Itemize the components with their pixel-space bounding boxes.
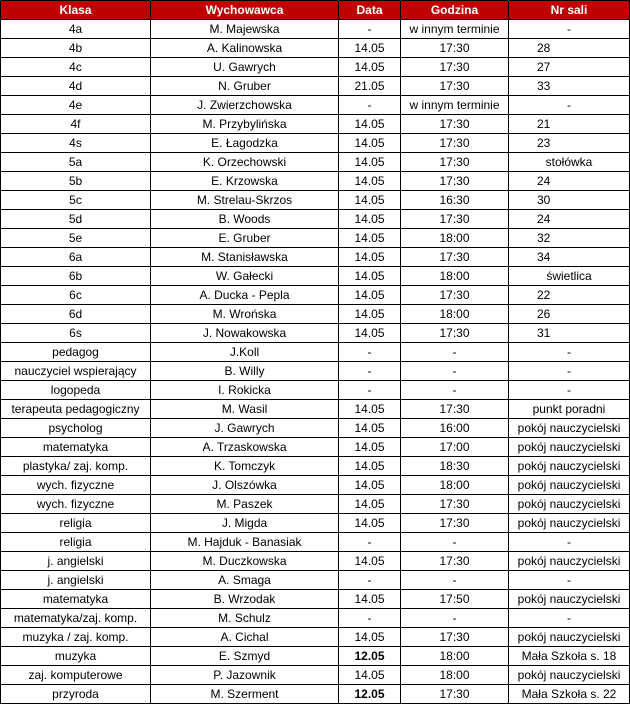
cell-klasa: 6s	[1, 324, 151, 343]
cell-nr-sali: 32	[509, 229, 630, 248]
cell-data: 12.05	[339, 647, 401, 666]
cell-nr-sali: 23	[509, 134, 630, 153]
cell-data: 14.05	[339, 248, 401, 267]
table-row	[1, 134, 630, 153]
cell-nr-sali: -	[509, 571, 630, 590]
cell-godzina: w innym terminie	[401, 20, 509, 39]
cell-klasa: psycholog	[1, 419, 151, 438]
cell-godzina: 17:00	[401, 438, 509, 457]
cell-data: 14.05	[339, 210, 401, 229]
table-row	[1, 609, 630, 628]
cell-data: -	[339, 20, 401, 39]
table-row	[1, 305, 630, 324]
cell-data: 14.05	[339, 115, 401, 134]
cell-klasa: zaj. komputerowe	[1, 666, 151, 685]
cell-wychowawca: K. Orzechowski	[151, 153, 339, 172]
cell-data: 14.05	[339, 628, 401, 647]
cell-klasa: logopeda	[1, 381, 151, 400]
cell-nr-sali: pokój nauczycielski	[509, 514, 630, 533]
cell-godzina: -	[401, 533, 509, 552]
table-row	[1, 381, 630, 400]
cell-data: 21.05	[339, 77, 401, 96]
cell-wychowawca: A. Smaga	[151, 571, 339, 590]
cell-data: -	[339, 343, 401, 362]
table-row	[1, 514, 630, 533]
cell-godzina: 18:00	[401, 666, 509, 685]
cell-nr-sali: 28	[509, 39, 630, 58]
cell-wychowawca: M. Schulz	[151, 609, 339, 628]
cell-godzina: w innym terminie	[401, 96, 509, 115]
cell-data: -	[339, 381, 401, 400]
table-row	[1, 153, 630, 172]
cell-godzina: 17:30	[401, 552, 509, 571]
cell-godzina: 17:50	[401, 590, 509, 609]
cell-nr-sali: 22	[509, 286, 630, 305]
cell-data: -	[339, 609, 401, 628]
cell-nr-sali: -	[509, 362, 630, 381]
cell-klasa: religia	[1, 533, 151, 552]
cell-nr-sali: 31	[509, 324, 630, 343]
cell-nr-sali: Mała Szkoła s. 18	[509, 647, 630, 666]
header-data: Data	[339, 1, 401, 20]
table-row	[1, 571, 630, 590]
cell-data: 12.05	[339, 685, 401, 704]
cell-wychowawca: A. Kalinowska	[151, 39, 339, 58]
table-row	[1, 115, 630, 134]
cell-wychowawca: N. Gruber	[151, 77, 339, 96]
cell-godzina: -	[401, 362, 509, 381]
cell-klasa: 4s	[1, 134, 151, 153]
table-row	[1, 685, 630, 704]
cell-wychowawca: J. Gawrych	[151, 419, 339, 438]
cell-nr-sali: 34	[509, 248, 630, 267]
cell-nr-sali: 26	[509, 305, 630, 324]
cell-nr-sali: -	[509, 20, 630, 39]
cell-data: 14.05	[339, 666, 401, 685]
table-row	[1, 419, 630, 438]
table-row	[1, 438, 630, 457]
cell-godzina: 17:30	[401, 495, 509, 514]
table-row	[1, 400, 630, 419]
cell-wychowawca: J.Koll	[151, 343, 339, 362]
cell-godzina: 18:00	[401, 267, 509, 286]
cell-wychowawca: E. Szmyd	[151, 647, 339, 666]
cell-nr-sali: 27	[509, 58, 630, 77]
cell-nr-sali: pokój nauczycielski	[509, 438, 630, 457]
cell-wychowawca: A. Ducka - Pepla	[151, 286, 339, 305]
table-row	[1, 552, 630, 571]
cell-klasa: 4c	[1, 58, 151, 77]
cell-godzina: 17:30	[401, 115, 509, 134]
cell-nr-sali: pokój nauczycielski	[509, 419, 630, 438]
cell-data: 14.05	[339, 400, 401, 419]
cell-nr-sali: 21	[509, 115, 630, 134]
cell-nr-sali: pokój nauczycielski	[509, 666, 630, 685]
table-row	[1, 533, 630, 552]
cell-nr-sali: stołówka	[509, 153, 630, 172]
cell-data: 14.05	[339, 495, 401, 514]
cell-klasa: 5d	[1, 210, 151, 229]
cell-wychowawca: A. Cichal	[151, 628, 339, 647]
cell-wychowawca: M. Majewska	[151, 20, 339, 39]
cell-data: -	[339, 533, 401, 552]
cell-wychowawca: K. Tomczyk	[151, 457, 339, 476]
cell-wychowawca: M. Wrońska	[151, 305, 339, 324]
cell-godzina: 17:30	[401, 210, 509, 229]
cell-wychowawca: M. Wasil	[151, 400, 339, 419]
table-row	[1, 39, 630, 58]
table-row	[1, 77, 630, 96]
cell-nr-sali: pokój nauczycielski	[509, 590, 630, 609]
cell-godzina: 18:00	[401, 305, 509, 324]
table-row	[1, 495, 630, 514]
cell-wychowawca: P. Jazownik	[151, 666, 339, 685]
table-row	[1, 210, 630, 229]
cell-wychowawca: B. Willy	[151, 362, 339, 381]
table-row	[1, 172, 630, 191]
cell-nr-sali: pokój nauczycielski	[509, 628, 630, 647]
cell-godzina: 18:00	[401, 229, 509, 248]
cell-data: -	[339, 571, 401, 590]
cell-klasa: 6c	[1, 286, 151, 305]
header-wychowawca: Wychowawca	[151, 1, 339, 20]
cell-wychowawca: J. Olszówka	[151, 476, 339, 495]
cell-klasa: religia	[1, 514, 151, 533]
cell-data: 14.05	[339, 476, 401, 495]
cell-godzina: 17:30	[401, 628, 509, 647]
cell-wychowawca: M. Hajduk - Banasiak	[151, 533, 339, 552]
table-row	[1, 324, 630, 343]
cell-nr-sali: pokój nauczycielski	[509, 552, 630, 571]
table-row	[1, 628, 630, 647]
cell-godzina: -	[401, 571, 509, 590]
table-row	[1, 362, 630, 381]
cell-klasa: 6b	[1, 267, 151, 286]
cell-klasa: j. angielski	[1, 571, 151, 590]
cell-data: 14.05	[339, 305, 401, 324]
cell-godzina: 17:30	[401, 172, 509, 191]
cell-klasa: 5b	[1, 172, 151, 191]
cell-klasa: matematyka	[1, 590, 151, 609]
cell-nr-sali: pokój nauczycielski	[509, 495, 630, 514]
cell-wychowawca: J. Nowakowska	[151, 324, 339, 343]
header-nr-sali: Nr sali	[509, 1, 630, 20]
cell-data: 14.05	[339, 153, 401, 172]
cell-klasa: muzyka	[1, 647, 151, 666]
cell-wychowawca: E. Gruber	[151, 229, 339, 248]
table-body	[1, 20, 630, 704]
cell-klasa: 4e	[1, 96, 151, 115]
cell-wychowawca: M. Strelau-Skrzos	[151, 191, 339, 210]
cell-godzina: 17:30	[401, 324, 509, 343]
cell-wychowawca: B. Wrzodak	[151, 590, 339, 609]
table-row	[1, 286, 630, 305]
cell-nr-sali: 24	[509, 210, 630, 229]
cell-data: 14.05	[339, 552, 401, 571]
cell-nr-sali: -	[509, 343, 630, 362]
cell-godzina: 17:30	[401, 248, 509, 267]
cell-klasa: 6a	[1, 248, 151, 267]
cell-data: 14.05	[339, 58, 401, 77]
cell-data: -	[339, 96, 401, 115]
cell-wychowawca: I. Rokicka	[151, 381, 339, 400]
cell-godzina: 18:00	[401, 476, 509, 495]
table-row	[1, 343, 630, 362]
cell-godzina: 17:30	[401, 685, 509, 704]
table-row	[1, 191, 630, 210]
cell-nr-sali: Mała Szkoła s. 22	[509, 685, 630, 704]
cell-klasa: 6d	[1, 305, 151, 324]
cell-wychowawca: E. Krzowska	[151, 172, 339, 191]
cell-klasa: 4b	[1, 39, 151, 58]
cell-nr-sali: -	[509, 96, 630, 115]
cell-nr-sali: 33	[509, 77, 630, 96]
cell-data: 14.05	[339, 134, 401, 153]
cell-klasa: muzyka / zaj. komp.	[1, 628, 151, 647]
cell-godzina: 16:00	[401, 419, 509, 438]
cell-godzina: 17:30	[401, 134, 509, 153]
cell-data: -	[339, 362, 401, 381]
cell-wychowawca: M. Paszek	[151, 495, 339, 514]
cell-nr-sali: pokój nauczycielski	[509, 476, 630, 495]
table-row	[1, 476, 630, 495]
header-klasa: Klasa	[1, 1, 151, 20]
table-row	[1, 96, 630, 115]
cell-data: 14.05	[339, 457, 401, 476]
cell-nr-sali: -	[509, 381, 630, 400]
cell-klasa: 4f	[1, 115, 151, 134]
cell-godzina: 18:30	[401, 457, 509, 476]
cell-godzina: 18:00	[401, 647, 509, 666]
cell-nr-sali: punkt poradni	[509, 400, 630, 419]
cell-klasa: matematyka/zaj. komp.	[1, 609, 151, 628]
table-row	[1, 647, 630, 666]
table-row	[1, 457, 630, 476]
cell-godzina: 17:30	[401, 77, 509, 96]
cell-godzina: 17:30	[401, 153, 509, 172]
cell-data: 14.05	[339, 286, 401, 305]
cell-godzina: 16:30	[401, 191, 509, 210]
cell-klasa: pedagog	[1, 343, 151, 362]
cell-klasa: j. angielski	[1, 552, 151, 571]
table-row	[1, 248, 630, 267]
table-row	[1, 20, 630, 39]
cell-klasa: plastyka/ zaj. komp.	[1, 457, 151, 476]
cell-nr-sali: -	[509, 609, 630, 628]
cell-klasa: 4d	[1, 77, 151, 96]
cell-nr-sali: świetlica	[509, 267, 630, 286]
cell-wychowawca: E. Łagodzka	[151, 134, 339, 153]
cell-klasa: 5e	[1, 229, 151, 248]
cell-nr-sali: -	[509, 533, 630, 552]
cell-klasa: nauczyciel wspierający	[1, 362, 151, 381]
cell-wychowawca: M. Duczkowska	[151, 552, 339, 571]
cell-data: 14.05	[339, 172, 401, 191]
cell-klasa: przyroda	[1, 685, 151, 704]
cell-wychowawca: U. Gawrych	[151, 58, 339, 77]
cell-data: 14.05	[339, 39, 401, 58]
cell-nr-sali: 30	[509, 191, 630, 210]
cell-wychowawca: A. Trzaskowska	[151, 438, 339, 457]
cell-klasa: matematyka	[1, 438, 151, 457]
cell-godzina: 17:30	[401, 286, 509, 305]
cell-data: 14.05	[339, 514, 401, 533]
cell-godzina: -	[401, 343, 509, 362]
table-row	[1, 666, 630, 685]
cell-data: 14.05	[339, 419, 401, 438]
cell-klasa: terapeuta pedagogiczny	[1, 400, 151, 419]
cell-data: 14.05	[339, 267, 401, 286]
table-row	[1, 58, 630, 77]
cell-nr-sali: pokój nauczycielski	[509, 457, 630, 476]
cell-godzina: 17:30	[401, 400, 509, 419]
cell-godzina: 17:30	[401, 514, 509, 533]
cell-wychowawca: J. Zwierzchowska	[151, 96, 339, 115]
table-row	[1, 590, 630, 609]
cell-klasa: wych. fizyczne	[1, 495, 151, 514]
cell-wychowawca: M. Przybylińska	[151, 115, 339, 134]
cell-klasa: 5c	[1, 191, 151, 210]
cell-wychowawca: J. Migda	[151, 514, 339, 533]
cell-data: 14.05	[339, 438, 401, 457]
cell-data: 14.05	[339, 229, 401, 248]
cell-godzina: 17:30	[401, 39, 509, 58]
cell-nr-sali: 24	[509, 172, 630, 191]
table-row	[1, 229, 630, 248]
cell-klasa: wych. fizyczne	[1, 476, 151, 495]
table-row	[1, 267, 630, 286]
cell-klasa: 5a	[1, 153, 151, 172]
cell-data: 14.05	[339, 590, 401, 609]
cell-data: 14.05	[339, 191, 401, 210]
cell-godzina: 17:30	[401, 58, 509, 77]
cell-wychowawca: M. Stanisławska	[151, 248, 339, 267]
cell-wychowawca: W. Gałecki	[151, 267, 339, 286]
cell-data: 14.05	[339, 324, 401, 343]
cell-godzina: -	[401, 381, 509, 400]
cell-klasa: 4a	[1, 20, 151, 39]
cell-wychowawca: M. Szerment	[151, 685, 339, 704]
header-row	[1, 1, 630, 20]
header-godzina: Godzina	[401, 1, 509, 20]
cell-wychowawca: B. Woods	[151, 210, 339, 229]
cell-godzina: -	[401, 609, 509, 628]
